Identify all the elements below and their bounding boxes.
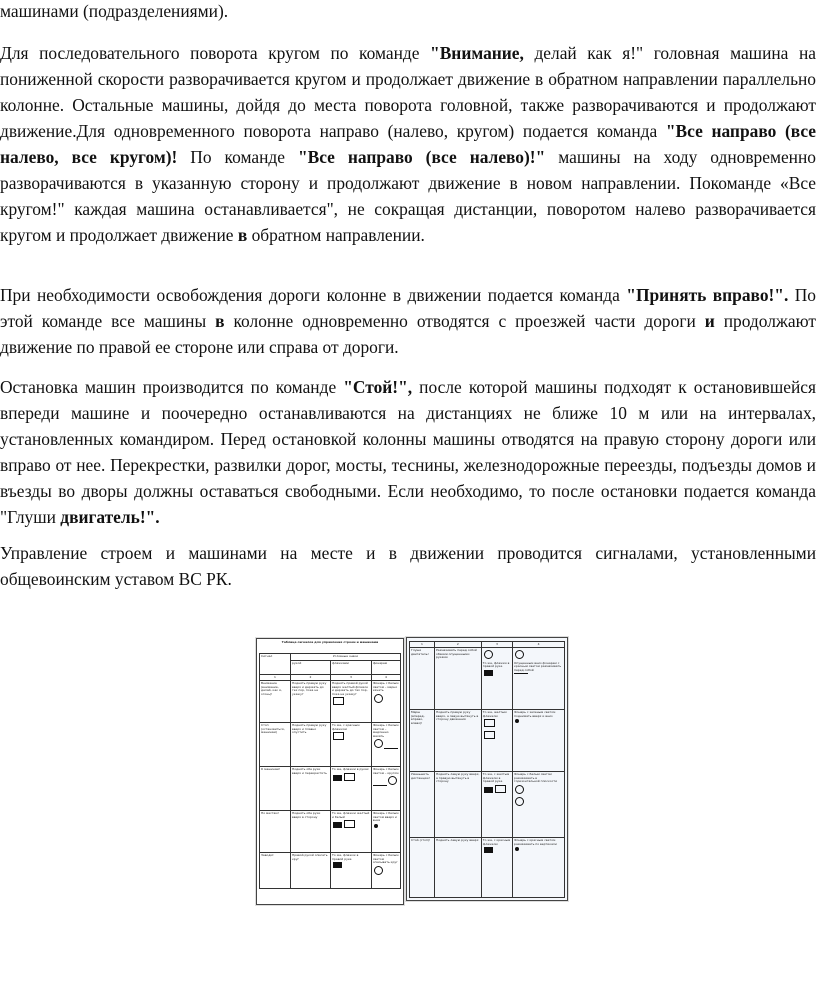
table-cell: 4 bbox=[513, 642, 565, 648]
table-grid bbox=[259, 653, 401, 889]
flag-icon bbox=[333, 775, 342, 781]
flag-icon bbox=[484, 847, 493, 853]
flag-icon bbox=[344, 773, 355, 781]
table-cell: Поднять правую руку вверх, а левую вытянуть в сторону движения bbox=[435, 710, 482, 772]
table-cell: Фонарь с белым светом вверх и вниз bbox=[371, 811, 400, 853]
table-cell: Поднять левую руку вверх bbox=[435, 838, 482, 898]
signals-table-right bbox=[406, 637, 568, 901]
table-cell: Стоп (остановиться, машинам) bbox=[260, 723, 291, 767]
table-row bbox=[410, 772, 565, 838]
table-cell: То же, с желтым флажком в правой руке bbox=[481, 772, 512, 838]
table-cell: 3 bbox=[481, 642, 512, 648]
table-row bbox=[260, 853, 401, 889]
table-cell: Фонарь с красным светом размахивать по вертикали bbox=[513, 838, 565, 898]
text-run: Для последовательного поворота кругом по команде bbox=[0, 43, 431, 63]
table-cell: Поднять правой рукой вверх желтый флажок и держать до тех пор, пока не укажут bbox=[330, 681, 371, 723]
table-cell: К машинам! bbox=[260, 767, 291, 811]
table-cell: 3 bbox=[330, 675, 371, 681]
flag-icon bbox=[484, 731, 495, 739]
text-run: колонне одновременно отводятся с проезжей части дороги bbox=[224, 311, 705, 331]
table-cell: Фонарь с белым светом размахивать в горизонтальной плоскости bbox=[513, 772, 565, 838]
flag-icon bbox=[333, 732, 344, 740]
flag-icon bbox=[484, 719, 495, 727]
text-run: По команде bbox=[177, 147, 298, 167]
lantern-icon bbox=[374, 824, 378, 828]
table-row bbox=[260, 811, 401, 853]
table-header: флажками bbox=[330, 661, 371, 675]
text-run: продолжают движение по правой ее стороне или справа от дороги. bbox=[0, 311, 816, 357]
table-cell: Глуши двигатель! bbox=[410, 648, 435, 710]
flag-icon bbox=[484, 670, 493, 676]
table-cell: Уменьшить дистанцию! bbox=[410, 772, 435, 838]
text-run: При необходимости освобождения дороги колонне в движении подается команда bbox=[0, 285, 627, 305]
lantern-icon bbox=[515, 650, 524, 659]
command-text: "Все направо (все налево)!" bbox=[297, 147, 546, 167]
text-run: Остановка машин производится по команде bbox=[0, 377, 344, 397]
lantern-icon bbox=[515, 847, 519, 851]
table-cell: То же, флажки в руках bbox=[330, 767, 371, 811]
table-cell: По местам! bbox=[260, 811, 291, 853]
text-run: обратном направлении. bbox=[247, 225, 425, 245]
table-cell: То же, желтым флажком bbox=[481, 710, 512, 772]
paragraph-stop bbox=[0, 374, 816, 530]
bold-text: в bbox=[215, 311, 225, 331]
table-cell: Поднять правую руку вверх и плавно опустить bbox=[291, 723, 331, 767]
table-cell: То же, флажок в правой руке bbox=[330, 853, 371, 889]
flag-icon bbox=[333, 862, 342, 868]
flag-icon bbox=[344, 820, 355, 828]
table-cell: Фонарь с белым светом – кругом bbox=[371, 767, 400, 811]
table-cell: То же, флажки желтый и белый bbox=[330, 811, 371, 853]
bold-text: в bbox=[237, 225, 248, 245]
paragraph-signals bbox=[0, 540, 816, 592]
table-cell: Фонарь с белым светом – мерно качать bbox=[371, 681, 400, 723]
motion-line-icon bbox=[384, 748, 398, 749]
lantern-icon bbox=[515, 797, 524, 806]
table-cell: Заводи! bbox=[260, 853, 291, 889]
table-cell: Фонарь с белым светом – медленно махать bbox=[371, 723, 400, 767]
text-run: По этой команде все машины bbox=[0, 285, 816, 331]
table-row bbox=[410, 710, 565, 772]
table-cell: 2 bbox=[435, 642, 482, 648]
lantern-icon bbox=[515, 785, 524, 794]
paragraph-turning bbox=[0, 40, 816, 248]
table-header: Сигнал bbox=[260, 654, 291, 675]
lantern-icon bbox=[388, 776, 397, 785]
table-cell: Поднять обе руки вверх и перекрестить bbox=[291, 767, 331, 811]
bold-text: и bbox=[704, 311, 715, 331]
table-cell: Опущенным вниз фонарем с красным светом размахивать перед собой bbox=[513, 648, 565, 710]
table-header: рукой bbox=[291, 661, 331, 675]
table-row bbox=[260, 767, 401, 811]
table-cell: 1 bbox=[260, 675, 291, 681]
lantern-icon bbox=[484, 650, 493, 659]
table-grid bbox=[409, 641, 565, 898]
table-cell: То же, флажки в правой руке bbox=[481, 648, 512, 710]
text-run: после которой машины подходят к остановившейся впереди машине и поочередно останавливаются на дистанциях не ближе 10 м или на интервалах, установленных командиром. Перед остановкой колонны машины отводятся на правую сторону дороги или вправо от нее. Перекрестки, развилки дорог, мосты, теснины, железнодорожные переезды, подъезды домов и въезды во дворы должны оставаться свободными. Если необходимо, то после остановки подается команда "Глуши bbox=[0, 377, 816, 527]
signals-table-figure bbox=[256, 637, 566, 903]
table-cell: 2 bbox=[291, 675, 331, 681]
table-cell: Стой (стоп)! bbox=[410, 838, 435, 898]
command-text: "Принять вправо!". bbox=[626, 285, 789, 305]
command-text: "Все направо (все налево, все кругом)! bbox=[0, 121, 816, 167]
table-cell: Размахивать перед собой обеими опущенными руками bbox=[435, 648, 482, 710]
command-text: двигатель!". bbox=[60, 507, 160, 527]
command-text: "Стой!", bbox=[343, 377, 413, 397]
table-cell: Фонарь с белым светом описывать круг bbox=[371, 853, 400, 889]
table-cell: Правой рукой описать круг bbox=[291, 853, 331, 889]
signals-table-left bbox=[256, 638, 404, 905]
text-run: делай как я!" головная машина на пониженной скорости разворачивается кругом и продолжает движение в обратном направлении параллельно колонне. Остальные машины, дойдя до места поворота головной, также разворачиваются и продолжают движение.Для одновременного поворота направо (налево, кругом) подается команда bbox=[0, 43, 816, 141]
table-cell: Фонарь с зеленым светом поднимать вверх и вниз bbox=[513, 710, 565, 772]
table-cell: То же, с красным флажком bbox=[481, 838, 512, 898]
table-header: фонарем bbox=[371, 661, 400, 675]
flag-icon bbox=[333, 697, 344, 705]
table-cell: Поднять левую руку вверх, а правую вытянуть в сторону bbox=[435, 772, 482, 838]
table-cell: Поднять обе руки вверх в сторону bbox=[291, 811, 331, 853]
lantern-icon bbox=[515, 719, 519, 723]
lantern-icon bbox=[374, 739, 383, 748]
text-run: машины на ходу одновременно разворачиваются в указанную сторону и продолжают движение в новом направлении. Покоманде «Все кругом!" каждая машина останавливается", не сокращая дистанции, поворотом налево разворачивается кругом и продолжает движение bbox=[0, 147, 816, 245]
table-cell: То же, с красным флажком bbox=[330, 723, 371, 767]
paragraph-fragment bbox=[0, 0, 816, 24]
paragraph-keep-right bbox=[0, 282, 816, 360]
text-run: Управление строем и машинами на месте и в движении проводится сигналами, установленными общевоинским уставом ВС РК. bbox=[0, 543, 816, 589]
flag-icon bbox=[484, 787, 493, 793]
text-run: машинами (подразделениями). bbox=[0, 1, 229, 21]
table-caption: Таблица сигналов для управления строем и машинами bbox=[281, 640, 379, 644]
table-cell: 1 bbox=[410, 642, 435, 648]
command-text: "Внимание, bbox=[430, 43, 524, 63]
table-cell: Поднять правую руку вверх и держать до тех пор, пока не укажут bbox=[291, 681, 331, 723]
lantern-icon bbox=[374, 694, 383, 703]
table-row bbox=[260, 723, 401, 767]
flag-icon bbox=[495, 785, 506, 793]
motion-line-icon bbox=[373, 785, 387, 786]
table-row bbox=[260, 681, 401, 723]
table-row bbox=[410, 838, 565, 898]
table-cell: 4 bbox=[371, 675, 400, 681]
table-row bbox=[410, 648, 565, 710]
flag-icon bbox=[333, 822, 342, 828]
table-header: Условные знаки bbox=[291, 654, 401, 661]
table-cell: Внимание (внимание, делай, как я, огонь)! bbox=[260, 681, 291, 723]
table-cell: Марш (вперед, вправо, влево)! bbox=[410, 710, 435, 772]
motion-line-icon bbox=[514, 673, 528, 674]
lantern-icon bbox=[374, 866, 383, 875]
